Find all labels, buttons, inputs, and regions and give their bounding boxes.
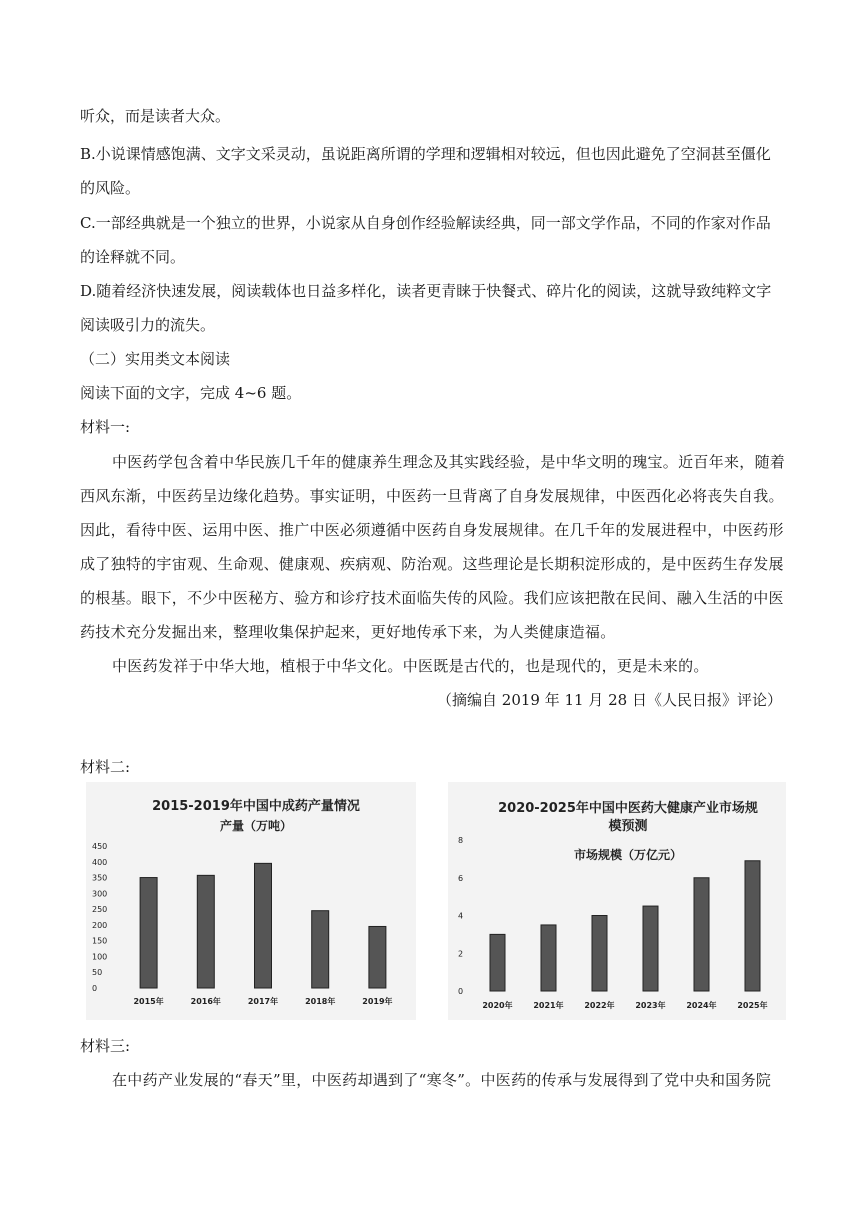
bar [490, 934, 505, 991]
x-tick-label: 2024年 [686, 1001, 717, 1010]
bar [592, 916, 607, 992]
y-tick-label: 150 [92, 936, 108, 946]
y-tick-label: 300 [92, 889, 108, 899]
bar [140, 878, 157, 988]
material1-line: 中医药学包含着中华民族几千年的健康养生理念及其实践经验，是中华文明的瑰宝。近百年来，随着 [112, 453, 786, 471]
material1-line: 药技术充分发掘出来，整理收集保护起来，更好地传承下来，为人类健康造福。 [80, 623, 616, 641]
chart-market-svg [448, 782, 786, 1020]
x-tick-label: 2018年 [305, 997, 336, 1006]
material1-line: 因此，看待中医、运用中医、推广中医必须遵循中医药自身发展规律。在几千年的发展进程中，中医药形 [80, 521, 784, 539]
chart-subtitle: 产量（万吨） [219, 819, 293, 833]
option-d-line: D.随着经济快速发展，阅读载体也日益多样化，读者更青睐于快餐式、碎片化的阅读，这就导致纯粹文字 [80, 282, 772, 300]
bar [694, 878, 709, 991]
bar [643, 906, 658, 991]
bar [369, 926, 386, 988]
bar [312, 911, 329, 988]
y-tick-label: 0 [92, 984, 98, 993]
y-tick-label: 350 [92, 873, 108, 883]
material1-line: 的根基。眼下，不少中医秘方、验方和诊疗技术面临失传的风险。我们应该把散在民间、融入生活的中医 [80, 589, 784, 607]
material2-label: 材料二: [80, 758, 131, 776]
x-tick-label: 2023年 [635, 1001, 666, 1010]
x-tick-label: 2017年 [247, 997, 279, 1006]
material1-line: 成了独特的宇宙观、生命观、健康观、疾病观、防治观。这些理论是长期积淀形成的，是中医药生存发展 [80, 555, 784, 573]
chart-production [86, 782, 416, 1020]
text-line: 的诠释就不同。 [80, 248, 186, 266]
x-tick-label: 2022年 [584, 1001, 615, 1010]
y-tick-label: 450 [92, 842, 108, 851]
chart-title-line2: 模预测 [608, 819, 648, 834]
y-tick-label: 100 [92, 952, 108, 962]
bar [255, 863, 272, 988]
y-tick-label: 2 [458, 949, 464, 959]
chart-title: 2015-2019年中国中成药产量情况 [152, 799, 360, 814]
y-tick-label: 50 [92, 968, 103, 978]
x-tick-label: 2025年 [737, 1001, 768, 1010]
charts-figure [86, 782, 786, 1020]
bar [745, 861, 760, 991]
y-tick-label: 250 [92, 905, 108, 915]
material3-line: 在中药产业发展的“春天”里，中医药却遇到了“寒冬”。中医药的传承与发展得到了党中央和国务院 [112, 1071, 772, 1089]
y-tick-label: 0 [458, 987, 464, 996]
text-line: 阅读吸引力的流失。 [80, 316, 216, 334]
chart-production-svg [86, 782, 416, 1020]
chart-market [448, 782, 786, 1020]
bar [541, 925, 556, 991]
y-tick-label: 4 [458, 911, 464, 921]
option-b-line: B.小说课情感饱满、文字文采灵动，虽说距离所谓的学理和逻辑相对较远，但也因此避免了空洞甚至僵化 [80, 145, 771, 163]
chart-title: 2020-2025年中国中医药大健康产业市场规 [498, 801, 758, 816]
source-citation: （摘编自 2019 年 11 月 28 日《人民日报》评论） [437, 691, 782, 709]
x-tick-label: 2020年 [482, 1001, 513, 1010]
text-line: 听众，而是读者大众。 [80, 107, 231, 125]
material3-label: 材料三: [80, 1037, 131, 1055]
x-tick-label: 2019年 [362, 997, 393, 1006]
x-tick-label: 2021年 [533, 1001, 564, 1010]
y-tick-label: 200 [92, 920, 108, 930]
material1-paragraph2: 中医药发祥于中华大地，植根于中华文化。中医既是古代的，也是现代的，更是未来的。 [112, 657, 709, 675]
material-label: 材料一: [80, 418, 131, 436]
y-tick-label: 6 [458, 873, 464, 883]
text-line: 的风险。 [80, 179, 141, 197]
material1-line: 西风东渐，中医药呈边缘化趋势。事实证明，中医药一旦背离了自身发展规律，中医西化必将丧失自我。 [80, 487, 784, 505]
section-heading: （二）实用类文本阅读 [80, 350, 231, 368]
chart-subtitle: 市场规模（万亿元） [573, 848, 683, 862]
instruction-line: 阅读下面的文字，完成 4~6 题。 [80, 384, 302, 402]
option-c-line: C.一部经典就是一个独立的世界，小说家从自身创作经验解读经典，同一部文学作品，不同的作家对作品 [80, 214, 771, 232]
x-tick-label: 2015年 [133, 997, 164, 1006]
y-tick-label: 400 [92, 857, 108, 867]
x-tick-label: 2016年 [190, 997, 221, 1006]
bar [197, 875, 214, 988]
y-tick-label: 8 [458, 836, 464, 845]
